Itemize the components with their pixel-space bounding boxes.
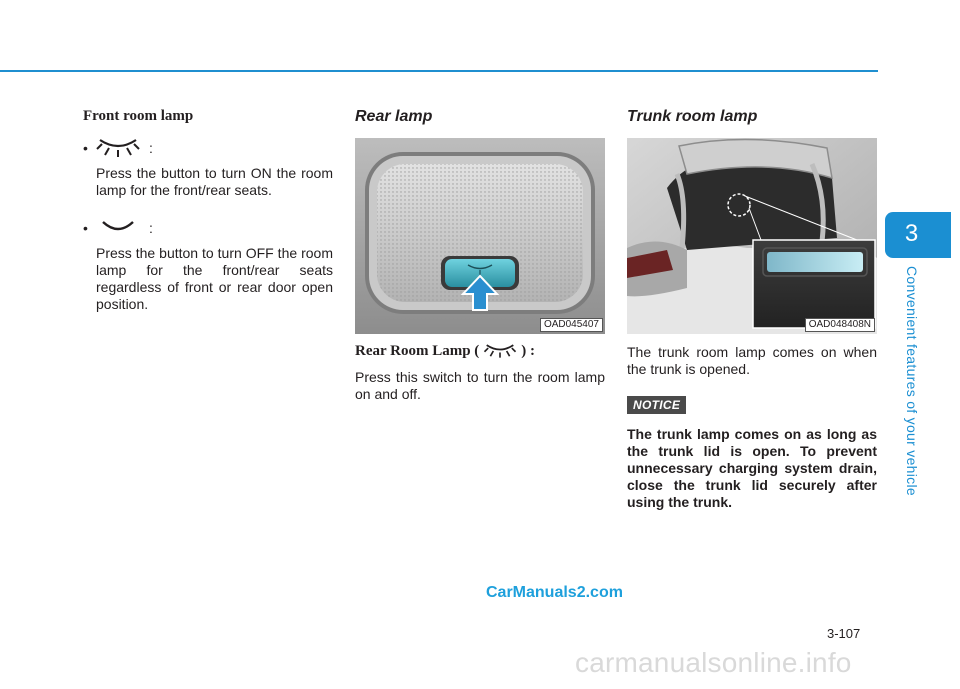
rear-room-lamp-subheading (355, 342, 605, 360)
bullet-dot: • (83, 220, 88, 236)
bullet-colon: : (149, 140, 153, 156)
bullet-colon: : (149, 220, 153, 236)
header-rule (0, 70, 878, 72)
rear-lamp-text: Press this switch to turn the room lamp on and off. (355, 369, 605, 402)
image-code: OAD045407 (540, 318, 603, 332)
chapter-title: Convenient features of your vehicle (904, 266, 920, 496)
rear-lamp-illustration (355, 138, 605, 334)
rear-lamp-photo (355, 138, 605, 334)
lamp-on-icon (483, 342, 517, 360)
lamp-off-icon (95, 217, 141, 239)
front-on-text: Press the button to turn ON the room lamp for the front/rear seats. (96, 165, 333, 198)
chapter-number: 3 (904, 220, 919, 247)
lamp-on-icon (95, 137, 141, 159)
watermark-link[interactable]: CarManuals2.com (486, 584, 623, 601)
chapter-tab (885, 212, 951, 258)
bullet-dot: • (83, 140, 88, 156)
rear-lamp-heading: Rear lamp (355, 108, 433, 125)
watermark-footer: carmanualsonline.info (575, 647, 852, 678)
notice-label: NOTICE (627, 396, 686, 414)
bullet-off (83, 215, 333, 241)
front-room-lamp-section (83, 108, 333, 313)
subheading-prefix: Rear Room Lamp ( (355, 342, 480, 359)
front-off-text: Press the button to turn OFF the room lamp for the front/rear seats regardless of front or rear door open position. (96, 245, 333, 312)
subheading-suffix: ) : (521, 342, 536, 359)
trunk-room-lamp-section (627, 108, 877, 511)
front-room-lamp-heading: Front room lamp (83, 108, 194, 124)
rear-lamp-section (355, 108, 605, 403)
bullet-on (83, 135, 333, 161)
trunk-lamp-illustration (627, 138, 877, 334)
notice-text: The trunk lamp comes on as long as the trunk lid is open. To prevent unnecessary charging system drain, close the trunk lid securely after using the trunk. (627, 426, 877, 510)
trunk-lamp-photo (627, 138, 877, 334)
image-code: OAD048408N (805, 318, 875, 332)
page-number: 3-107 (827, 626, 861, 641)
trunk-room-lamp-heading: Trunk room lamp (627, 108, 758, 125)
trunk-lamp-text: The trunk room lamp comes on when the trunk is opened. (627, 344, 877, 377)
